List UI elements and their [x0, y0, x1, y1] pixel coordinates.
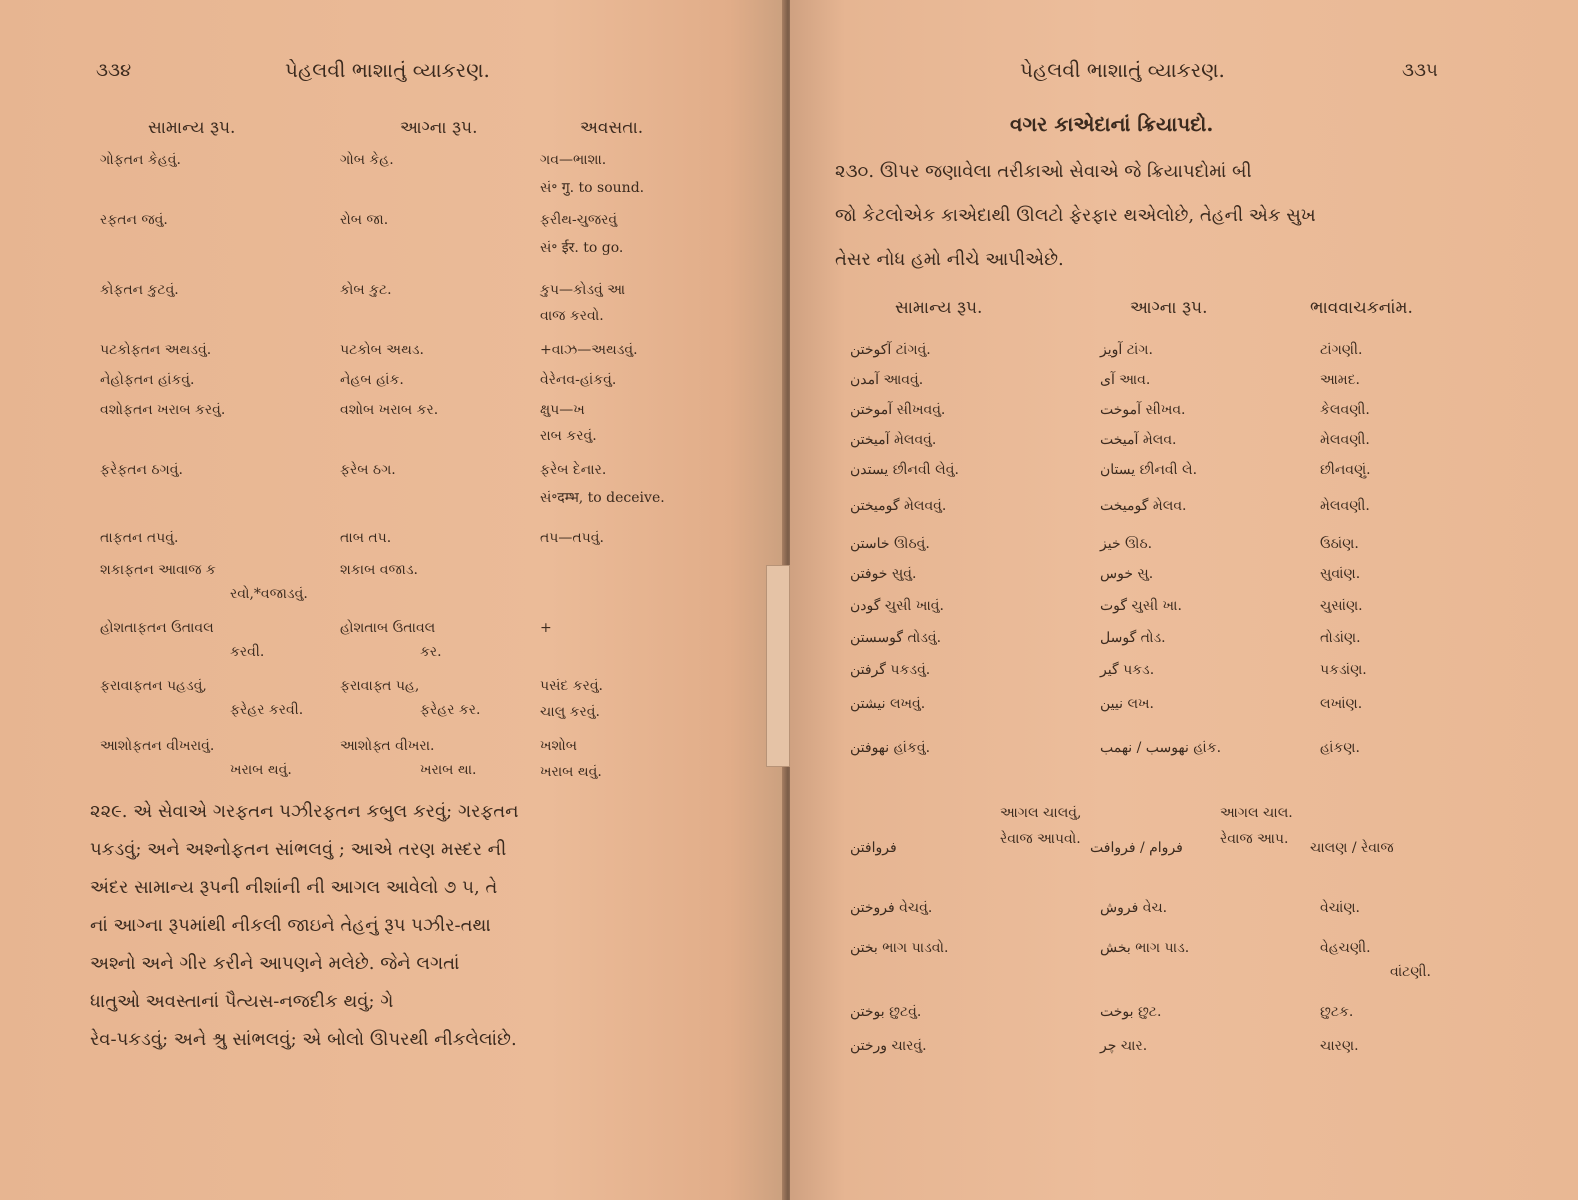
cell-imperative-form: હોશતાબ ઉતાવલ [340, 620, 436, 636]
cell-imperative-form: خیز ઊઠ. [1100, 536, 1153, 552]
cell-general-form: હોશતાફતન ઉતાવલ [100, 620, 214, 636]
cell-avesta-cont: ખરાબ થવું. [540, 764, 602, 780]
cell-imperative-form-cont: ફરેહર કર. [420, 702, 481, 718]
cell-general-form: આશોફતન વીખરાવું. [100, 738, 215, 754]
cell-avesta: ખશોબ [540, 738, 578, 754]
cell-general-form: گومیختن મેલવવું. [850, 498, 947, 514]
paragraph-line: નાં આગ્ના રૂપમાંથી નીકલી જાઇને તેહનું રૂપ પઝીર-તથા [90, 915, 491, 936]
cell-general-form: ગોફતન કેહવું. [100, 152, 181, 168]
cell-avesta: ફરીથ-ચુજરવું [540, 212, 618, 228]
cell-verbal-noun: ચાલણ / રેવાજ [1310, 840, 1394, 856]
paper-tab [766, 565, 790, 767]
cell-general-form: نهوفتن હાંકવું. [850, 740, 931, 756]
cell-imperative-form: શકાબ વજાડ. [340, 562, 418, 578]
cell-avesta-cont: સં॰ गु. to sound. [540, 180, 645, 196]
cell-general-form: آمدن આવવું. [850, 372, 924, 388]
column-header: સામાન્ય રૂપ. [148, 118, 236, 138]
cell-verbal-noun: વેહચણી. [1320, 940, 1371, 956]
cell-general-form-cont: રવો,*વજાડવું. [230, 586, 308, 602]
paragraph-line: જો કેટલોએક કાએદાથી ઊલટો ફેરફાર થએલોછે, તેહની એક સુખ [835, 205, 1316, 226]
cell-imperative-form: આશોફ્ત વીખરા. [340, 738, 435, 754]
cell-verbal-noun-cont: વાંટણી. [1390, 964, 1431, 980]
cell-imperative-form: نهوسب / نهمب હાંક. [1100, 740, 1222, 756]
cell-verbal-noun: ચારણ. [1320, 1038, 1359, 1054]
cell-imperative-form: فروش વેચ. [1100, 900, 1168, 916]
cell-verbal-noun: આમદ. [1320, 372, 1360, 388]
cell-general-form: گودن ચુસી ખાવું. [850, 598, 944, 614]
cell-general-form: فروختن વેચવું. [850, 900, 933, 916]
cell-verbal-noun: છુટક. [1320, 1004, 1354, 1020]
cell-avesta-cont: રાબ કરવું. [540, 428, 597, 444]
paragraph-line: અંદર સામાન્ય રૂપની નીશાંની ની આગલ આવેલો ૭ ૫, તે [90, 877, 498, 898]
cell-verbal-noun: મેલવણી. [1320, 432, 1370, 448]
paragraph-line: ૨૨૯. એ સેવાએ ગરફતન પઝીરફતન કબુલ કરવું; ગરફતન [90, 801, 519, 822]
page-number: ૩૩૫ [1402, 60, 1438, 81]
cell-verbal-noun: તોડાંણ. [1320, 630, 1361, 646]
cell-avesta: ક્ષુપ—ખ [540, 402, 585, 418]
column-header: અવસતા. [580, 118, 644, 138]
cell-imperative-form: પટકોબ અથડ. [340, 342, 424, 358]
paragraph-line: રેવ-પકડવું; અને શ્રુ સાંભલવું; એ બોલો ઊપરથી નીકલેલાંછે. [90, 1029, 517, 1050]
column-header: આગ્ના રૂપ. [1130, 298, 1208, 318]
running-head: પેહલવી ભાશાતું વ્યાકરણ. [1020, 58, 1225, 82]
cell-general-form: نیشتن લખવું. [850, 696, 926, 712]
cell-avesta: + [540, 620, 552, 636]
cell-avesta: પસંદ કરવું. [540, 678, 603, 694]
cell-imperative-form: آویز ટાંગ. [1100, 342, 1153, 358]
cell-general-form: વશોફતન ખરાબ કરવું. [100, 402, 226, 418]
cell-general-form: یستدن છીનવી લેવું. [850, 462, 959, 478]
cell-general-form: ورختن ચારવું. [850, 1038, 927, 1054]
cell-avesta: ગવ—ભાશા. [540, 152, 607, 168]
cell-imperative-form: نیین લખ. [1100, 696, 1155, 712]
cell-verbal-noun: છીનવણું. [1320, 462, 1371, 478]
cell-general-form: آموختن સીખવવું. [850, 402, 946, 418]
cell-imperative-form: વશોબ ખરાબ કર. [340, 402, 439, 418]
right-page [790, 0, 1578, 1200]
cell-general-form: فروافتن [850, 840, 897, 856]
cell-imperative-form: گیر પકડ. [1100, 662, 1155, 678]
cell-general-form-cont: કરવી. [230, 644, 265, 660]
cell-general-form: بختن ભાગ પાડવો. [850, 940, 949, 956]
cell-avesta-cont: સં॰ ईर. to go. [540, 240, 624, 256]
cell-imperative-form: گومیخت મેલવ. [1100, 498, 1187, 514]
cell-verbal-noun: લખાંણ. [1320, 696, 1363, 712]
cell-imperative-form: ગોબ કેહ. [340, 152, 394, 168]
cell-verbal-noun: હાંકણ. [1320, 740, 1360, 756]
cell-general-form: گرفتن પકડવું. [850, 662, 931, 678]
cell-verbal-noun: ઉઠાંણ. [1320, 536, 1359, 552]
running-head: પેહલવી ભાશાતું વ્યાકરણ. [285, 58, 490, 82]
cell-imperative-form: چر ચાર. [1100, 1038, 1148, 1054]
column-header: ભાવવાચકનાંમ. [1310, 298, 1413, 318]
cell-general-form: શકાફતન આવાજ ક [100, 562, 216, 578]
paragraph-line: ધાતુઓ અવસ્તાનાં પૈત્યસ-નજદીક થવું; ગે [90, 991, 394, 1012]
cell-imperative-form: یستان છીનવી લે. [1100, 462, 1198, 478]
cell-general-form: خوفتن સુવું. [850, 566, 917, 582]
cell-imperative-form: નેહબ હાંક. [340, 372, 404, 388]
cell-general-form: بوختن છુટવું. [850, 1004, 922, 1020]
cell-general-form-cont: ફરેહર કરવી. [230, 702, 304, 718]
cell-verbal-noun: વેચાંણ. [1320, 900, 1361, 916]
paragraph-line: તેસર નોધ હમો નીચે આપીએછે. [835, 249, 1064, 270]
column-header: આગ્ના રૂપ. [400, 118, 478, 138]
left-page [0, 0, 785, 1200]
cell-general-form: રફતન જવું. [100, 212, 168, 228]
cell-general-form: પટકોફતન અથડવું. [100, 342, 212, 358]
paragraph-line: અશ્નો અને ગીર કરીને આપણને મલેછે. જેને લગતાં [90, 953, 460, 974]
cell-imperative-form: તાબ તપ. [340, 530, 392, 546]
cell-verbal-noun: મેલવણી. [1320, 498, 1370, 514]
cell-imperative-form: آی આવ. [1100, 372, 1151, 388]
cell-imperative-form: فروام / فروافت [1090, 840, 1183, 856]
cell-verbal-noun: ટાંગણી. [1320, 342, 1363, 358]
cell-general-form: گوسستن તોડવું. [850, 630, 942, 646]
page-number: ૩૩૪ [96, 60, 132, 81]
cell-avesta: +વાઝ—અથડવું. [540, 342, 638, 358]
cell-avesta: વેરેનવ-હાંકવું. [540, 372, 617, 388]
cell-general-form: آکوختن ટાંગવું. [850, 342, 931, 358]
cell-general-form: آمیختن મેલવવું. [850, 432, 937, 448]
paragraph-line: ૨૩૦. ઊપર જણાવેલા તરીકાઓ સેવાએ જે ક્રિયાપદોમાં બી [835, 161, 1252, 182]
cell-imperative-form: بخش ભાગ પાડ. [1100, 940, 1190, 956]
cell-imperative-form: بوخت છુટ. [1100, 1004, 1162, 1020]
cell-general-form: خاستن ઊઠવું. [850, 536, 930, 552]
cell-general-form-cont: આગલ ચાલવું, રેવાજ આપવો. [1000, 805, 1082, 847]
paragraph-line: પકડવું; અને અશ્નોફતન સાંભલવું ; આએ તરણ મસ્દર ની [90, 839, 507, 860]
cell-avesta-cont: સં॰दम्भ, to deceive. [540, 490, 665, 506]
cell-general-form-cont: ખરાબ થવું. [230, 762, 292, 778]
cell-general-form: ફરેફતન ઠગવું. [100, 462, 183, 478]
cell-avesta-cont: વાજ કરવો. [540, 308, 604, 324]
cell-imperative-form: કોબ કુટ. [340, 282, 392, 298]
section-title: વગર કાએદાનાં ક્રિયાપદો. [1010, 112, 1214, 136]
cell-imperative-form-cont: કર. [420, 644, 442, 660]
cell-verbal-noun: ચુસાંણ. [1320, 598, 1363, 614]
cell-imperative-form: خوس સુ. [1100, 566, 1154, 582]
cell-imperative-form: گوت ચુસી ખા. [1100, 598, 1182, 614]
cell-avesta: કુપ—કોડવું આ [540, 282, 626, 298]
cell-general-form: તાફતન તપવું. [100, 530, 179, 546]
cell-general-form: કોફતન કુટવું. [100, 282, 179, 298]
cell-imperative-form-cont: ખરાબ થા. [420, 762, 477, 778]
cell-general-form: ફરાવાફતન પહડવું, [100, 678, 207, 694]
cell-general-form: નેહોફતન હાંકવું. [100, 372, 195, 388]
cell-verbal-noun: પકડાંણ. [1320, 662, 1367, 678]
cell-avesta: ફરેબ દેનાર. [540, 462, 607, 478]
cell-avesta: તપ—તપવું. [540, 530, 604, 546]
cell-imperative-form: آمیخت મેલવ. [1100, 432, 1177, 448]
cell-imperative-form-cont: આગલ ચાલ. રેવાજ આપ. [1220, 805, 1293, 847]
cell-imperative-form: ફરેબ ઠગ. [340, 462, 396, 478]
cell-imperative-form: રોબ જા. [340, 212, 389, 228]
cell-avesta-cont: ચાલુ કરવું. [540, 704, 600, 720]
cell-verbal-noun: કેલવણી. [1320, 402, 1370, 418]
cell-imperative-form: گوسل તોડ. [1100, 630, 1166, 646]
cell-imperative-form: آموخت સીખવ. [1100, 402, 1186, 418]
cell-verbal-noun: સુવાંણ. [1320, 566, 1361, 582]
cell-imperative-form: ફરાવાફ્ત પહ, [340, 678, 420, 694]
column-header: સામાન્ય રૂપ. [895, 298, 983, 318]
